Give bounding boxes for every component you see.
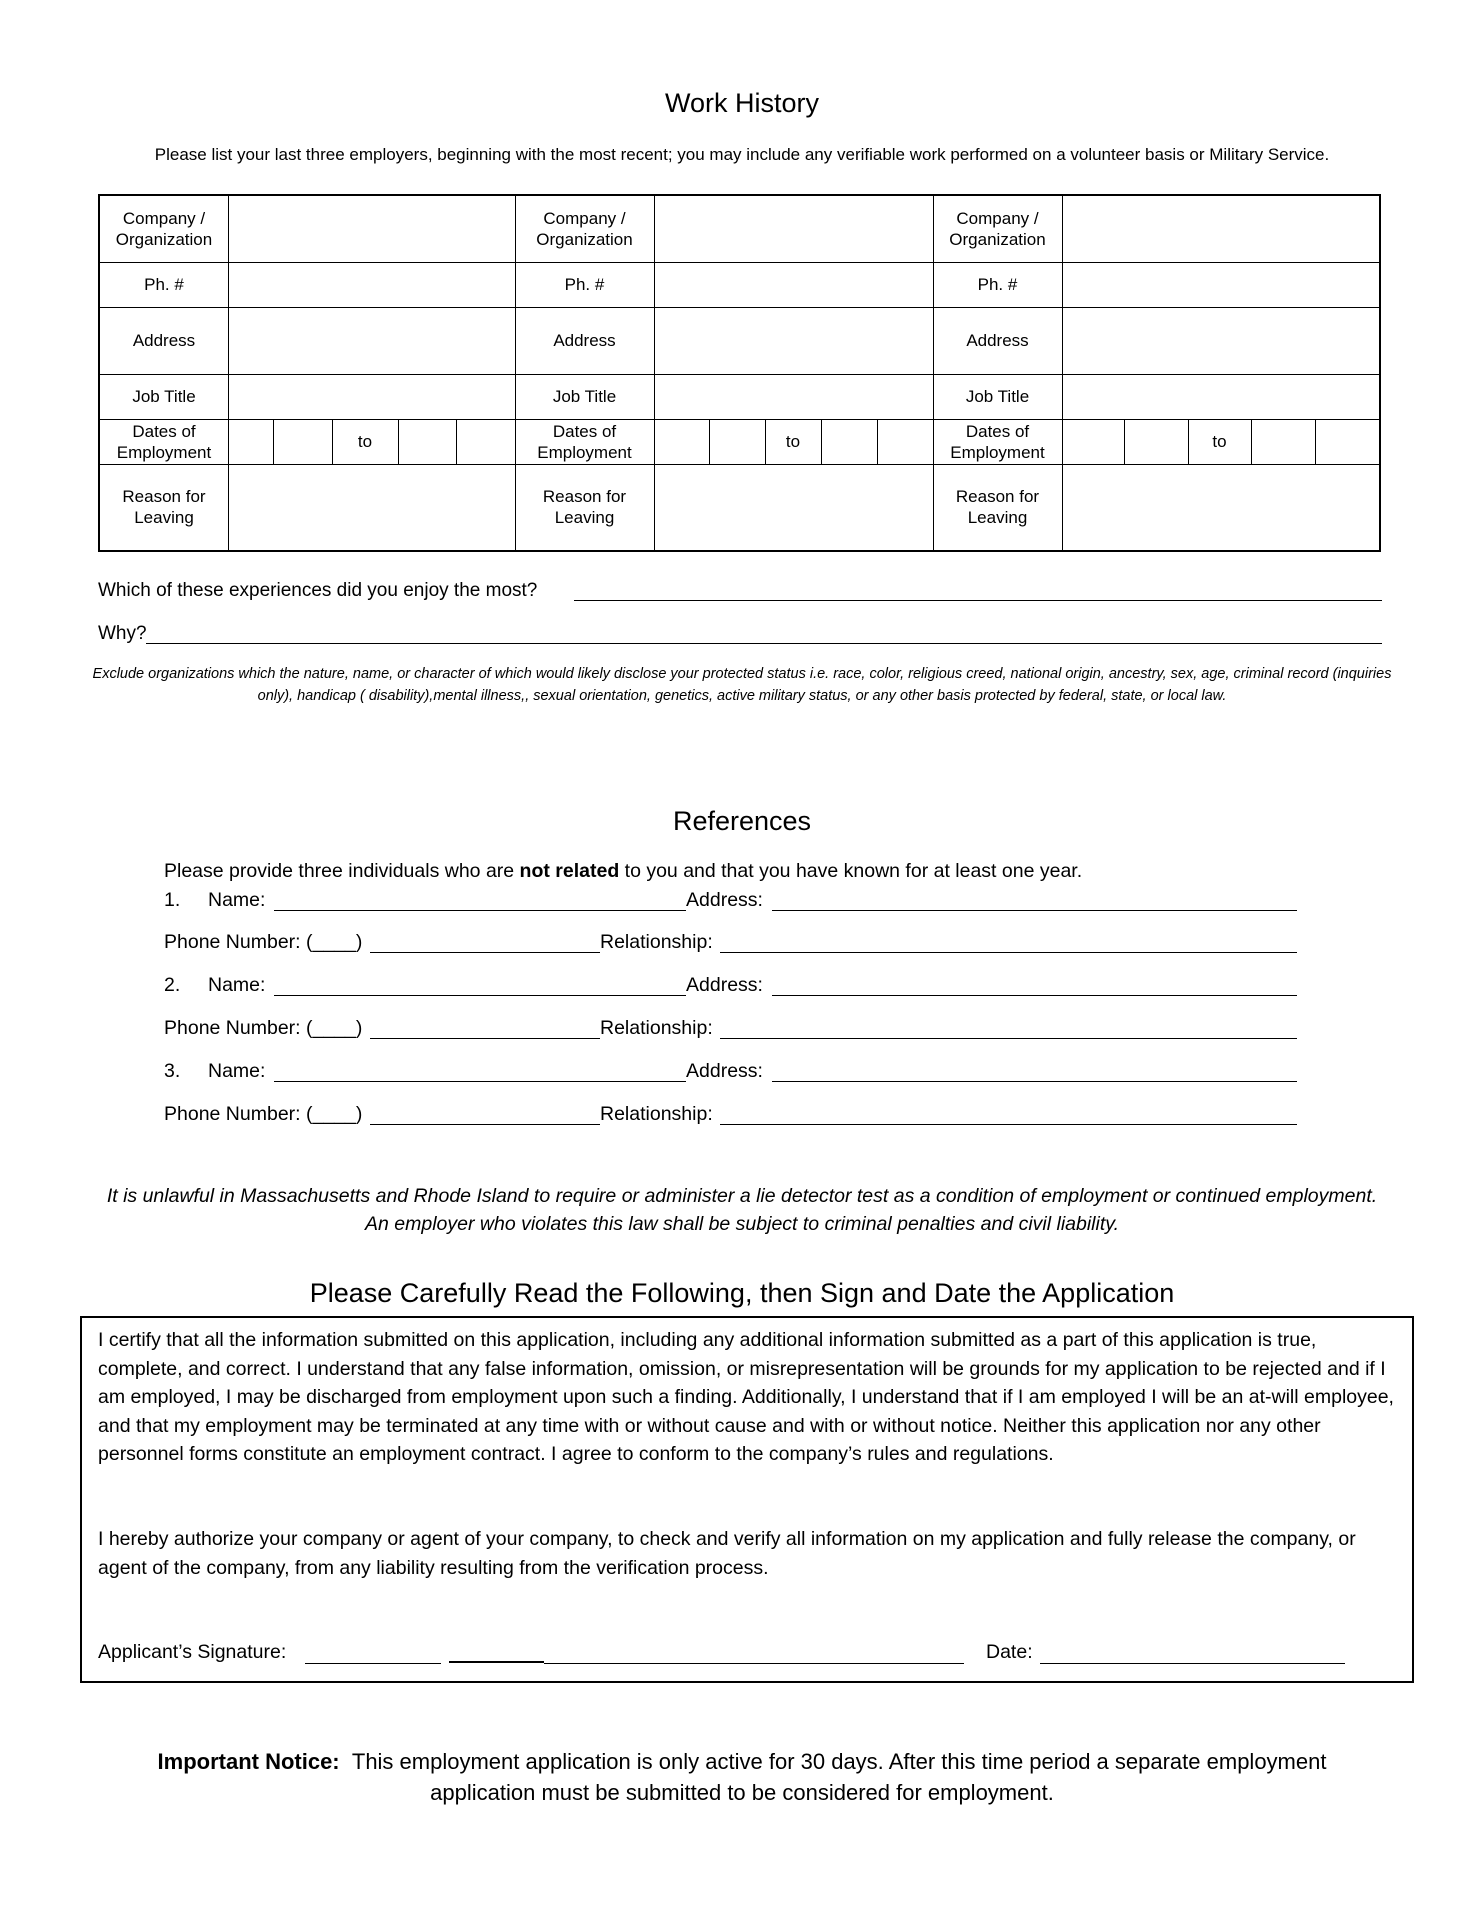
employer3-to-label: to	[1212, 431, 1227, 451]
employer1-reason-label: Reason for Leaving	[122, 487, 206, 527]
employer2-company-label: Company / Organization	[536, 209, 633, 249]
reference2-relationship-label: Relationship:	[600, 1017, 713, 1039]
reference2-phone-label: Phone Number: (____)	[164, 1017, 363, 1039]
reference3-relationship-line[interactable]	[720, 1124, 1297, 1125]
applicant-signature-label: Applicant’s Signature:	[98, 1641, 287, 1663]
employer2-address-label: Address	[553, 331, 616, 350]
employer2-phone-label: Ph. #	[564, 275, 605, 294]
certification-paragraph-1: I certify that all the information submitted on this application, including any additional information submitted as a part of this application is true, complete, and correct. I understand that any false information, omission, or misrepresentation will be grounds for my application to be rejected and if I am employed, I may be discharged from employment upon such a finding. Additionally, I understand that if I am employed I will be an at-will employee, and that my employment may be terminated at any time with or without cause and with or without notice. Neither this application nor any other personnel forms constitute an employment contract. I agree to conform to the company’s rules and regulations.	[98, 1329, 1394, 1465]
employer3-company-label: Company / Organization	[949, 209, 1046, 249]
reference2-address-line[interactable]	[772, 995, 1297, 996]
references-intro: Please provide three individuals who are not related to you and that you have known for at least one year.	[164, 860, 1083, 882]
why-answer-line[interactable]	[146, 643, 1382, 644]
reference3-phone-label: Phone Number: (____)	[164, 1103, 363, 1125]
lie-detector-note: It is unlawful in Massachusetts and Rhode Island to require or administer a lie detector test as a condition of employment or continued employment. An employer who violates this law shall be subject to criminal penalties and civil liability.	[106, 1185, 1378, 1235]
reference2-relationship-line[interactable]	[720, 1038, 1297, 1039]
employer2-reason-field[interactable]	[655, 465, 933, 550]
employer2-dates-label: Dates of Employment	[537, 421, 632, 462]
date-label: Date:	[986, 1641, 1033, 1663]
references-title: References	[672, 806, 812, 836]
enjoy-answer-line[interactable]	[574, 600, 1382, 601]
reference3-name-line[interactable]	[274, 1081, 686, 1082]
reference3-address-line[interactable]	[772, 1081, 1297, 1082]
date-line[interactable]	[1040, 1663, 1345, 1664]
employer1-date-from-field[interactable]	[229, 420, 332, 464]
employer2-to-label: to	[785, 431, 801, 451]
reference3-phone-line[interactable]	[370, 1124, 600, 1125]
employer3-phone-label: Ph. #	[977, 275, 1018, 294]
reference1-relationship-label: Relationship:	[600, 931, 713, 953]
employer1-company-field[interactable]	[229, 196, 515, 262]
reference1-name-line[interactable]	[274, 910, 686, 911]
employer1-company-label: Company / Organization	[115, 209, 213, 249]
employer1-dates-label: Dates of Employment	[116, 421, 212, 462]
employer2-company-field[interactable]	[655, 196, 933, 262]
enjoy-question-label: Which of these experiences did you enjoy the most?	[98, 580, 538, 601]
employer2-date-from-field[interactable]	[655, 420, 765, 464]
employer1-reason-field[interactable]	[229, 465, 515, 550]
reference3-number: 3.	[164, 1060, 181, 1082]
employer1-phone-label: Ph. #	[144, 275, 184, 294]
certification-title: Please Carefully Read the Following, then Sign and Date the Application	[309, 1278, 1175, 1308]
reference1-address-label: Address:	[686, 889, 763, 911]
employer3-date-to-field[interactable]	[1252, 420, 1379, 464]
employer3-date-from-field[interactable]	[1063, 420, 1188, 464]
signature-line-c[interactable]	[544, 1663, 964, 1664]
reference2-name-label: Name:	[208, 974, 266, 996]
reference2-phone-line[interactable]	[370, 1038, 600, 1039]
important-notice-label: Important Notice:	[157, 1749, 340, 1774]
reference3-address-label: Address:	[686, 1060, 763, 1082]
certification-paragraph-2: I hereby authorize your company or agent of your company, to check and verify all information on my application and fully release the company, or agent of the company, from any liability resulting from the verification process.	[98, 1528, 1356, 1579]
not-related-emphasis: not related	[519, 860, 620, 882]
employer3-dates-label: Dates of Employment	[950, 421, 1045, 462]
employer1-phone-field[interactable]	[229, 263, 515, 307]
work-history-intro: Please list your last three employers, beginning with the most recent; you may include any verifiable work performed on a volunteer basis or Military Service.	[154, 145, 1330, 164]
employer3-job-title-label: Job Title	[965, 387, 1030, 406]
employer3-job-title-field[interactable]	[1063, 375, 1379, 419]
employer2-address-field[interactable]	[655, 308, 933, 374]
why-label: Why?	[98, 623, 147, 644]
employer1-to-label: to	[357, 431, 373, 451]
employer3-address-field[interactable]	[1063, 308, 1379, 374]
employer2-job-title-field[interactable]	[655, 375, 933, 419]
employer1-date-to-field[interactable]	[399, 420, 515, 464]
employer1-job-title-label: Job Title	[132, 387, 196, 406]
reference1-phone-line[interactable]	[370, 952, 600, 953]
exclude-organizations-note: Exclude organizations which the nature, name, or character of which would likely disclose your protected status i.e. race, color, religious creed, national origin, ancestry, sex, age, criminal record (inquiries only), handicap ( disability),mental illness,, sexual orientation, genetics, active military status, or any other basis protected by federal, state, or local law.	[92, 666, 1392, 704]
reference1-address-line[interactable]	[772, 910, 1297, 911]
certification-box	[80, 1316, 1414, 1683]
employer3-reason-field[interactable]	[1063, 465, 1379, 550]
reference1-number: 1.	[164, 889, 181, 911]
work-history-table	[98, 194, 1381, 552]
work-history-title: Work History	[664, 88, 819, 118]
important-notice-text: This employment application is only active for 30 days. After this time period a separate employment application must be submitted to be considered for employment.	[351, 1749, 1327, 1805]
employer3-address-label: Address	[966, 331, 1029, 350]
reference1-relationship-line[interactable]	[720, 952, 1297, 953]
employer3-phone-field[interactable]	[1063, 263, 1379, 307]
signature-line-a[interactable]	[305, 1663, 441, 1664]
reference2-address-label: Address:	[686, 974, 763, 996]
signature-line-b[interactable]	[449, 1661, 544, 1663]
important-notice	[110, 1746, 1374, 1808]
reference1-name-label: Name:	[208, 889, 266, 911]
employer1-address-field[interactable]	[229, 308, 515, 374]
reference2-name-line[interactable]	[274, 995, 686, 996]
employer2-phone-field[interactable]	[655, 263, 933, 307]
employer2-job-title-label: Job Title	[552, 387, 617, 406]
reference1-phone-label: Phone Number: (____)	[164, 931, 363, 953]
reference2-number: 2.	[164, 974, 181, 996]
employer3-reason-label: Reason for Leaving	[955, 487, 1040, 527]
employer3-company-field[interactable]	[1063, 196, 1379, 262]
employer1-job-title-field[interactable]	[229, 375, 515, 419]
employer1-address-label: Address	[132, 331, 196, 350]
employer2-reason-label: Reason for Leaving	[542, 487, 627, 527]
reference3-name-label: Name:	[208, 1060, 266, 1082]
reference3-relationship-label: Relationship:	[600, 1103, 713, 1125]
employer2-date-to-field[interactable]	[822, 420, 933, 464]
